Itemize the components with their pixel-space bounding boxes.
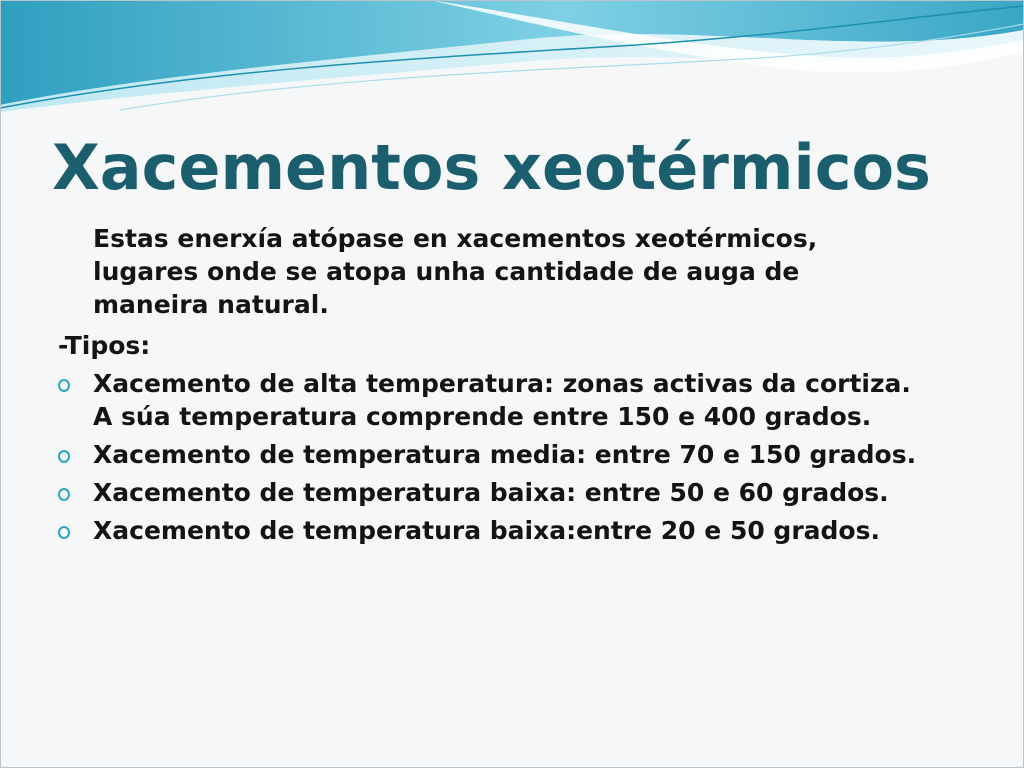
list-item — [58, 514, 988, 547]
list-item-text: A súa temperatura comprende entre 150 e 400 grados. — [93, 402, 872, 431]
hollow-circle-icon — [58, 379, 70, 392]
intro-line: Estas enerxía atópase en xacementos xeotérmicos, — [93, 224, 818, 253]
list-item-text: Xacemento de temperatura baixa:entre 20 e 50 grados. — [93, 516, 880, 545]
list-item — [58, 438, 988, 471]
slide-body — [58, 222, 988, 552]
intro-paragraph — [58, 222, 893, 321]
list-item-text: Xacemento de temperatura baixa: entre 50 e 60 grados. — [93, 478, 889, 507]
hollow-circle-icon — [58, 488, 70, 501]
page-title: Xacementos xeotérmicos — [52, 131, 931, 204]
intro-line: maneira natural. — [93, 290, 329, 319]
intro-line: lugares onde se atopa unha cantidade de auga de — [93, 257, 800, 286]
header-wave-decoration — [0, 0, 1024, 120]
types-label: -Tipos: — [58, 331, 151, 360]
list-item-text: Xacemento de alta temperatura: zonas activas da cortiza. — [93, 369, 911, 398]
types-list — [58, 367, 988, 547]
list-item-text: Xacemento de temperatura media: entre 70 e 150 grados. — [93, 440, 917, 469]
list-item — [58, 476, 988, 509]
hollow-circle-icon — [58, 526, 70, 539]
list-item — [58, 367, 988, 433]
hollow-circle-icon — [58, 450, 70, 463]
